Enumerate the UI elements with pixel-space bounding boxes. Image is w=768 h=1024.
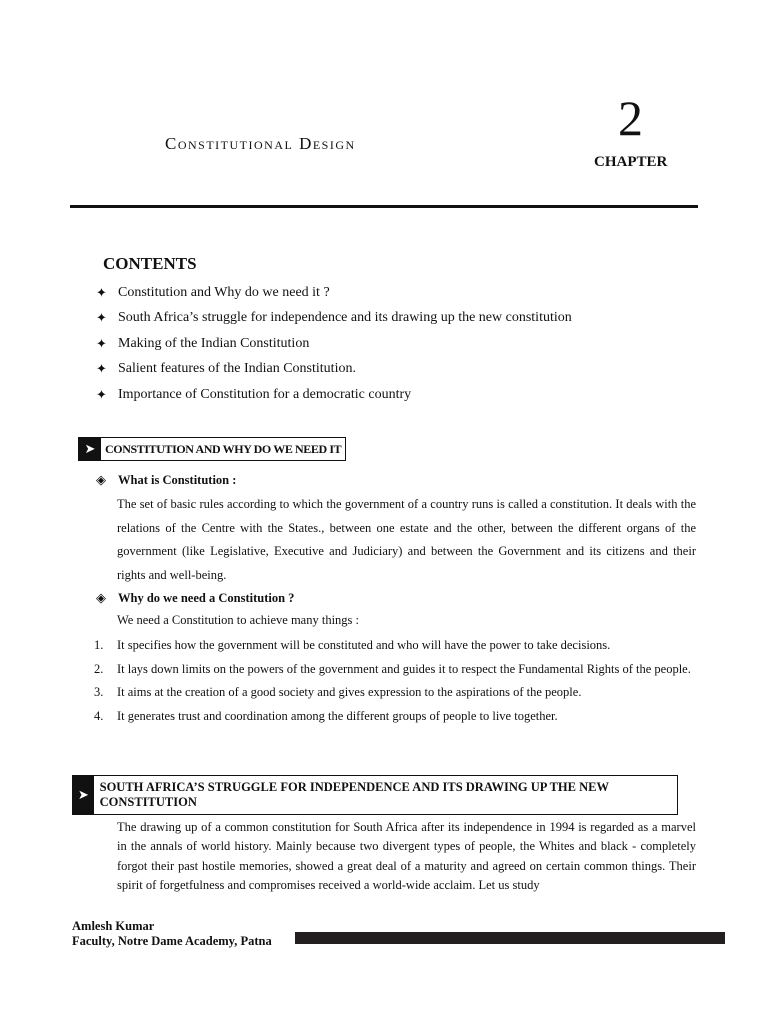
section-heading-south-africa: [72, 775, 678, 815]
author-credit: [72, 919, 272, 949]
author-affiliation: Faculty, Notre Dame Academy, Patna: [72, 934, 272, 948]
header-rule: [70, 205, 698, 208]
reasons-list: [94, 634, 696, 728]
section-heading-label: SOUTH AFRICA’S STRUGGLE FOR INDEPENDENCE AND ITS DRAWING UP THE NEW CONSTITUTION: [99, 780, 609, 809]
what-is-constitution-paragraph: The set of basic rules according to which the government of a country runs is called a constitution. It deals with the relations of the Centre with the States., between one estate and the other, between the different organs of the government (like Legislative, Executive and Judiciary) and between the Government and its citizens and their rights and well-being.: [117, 497, 696, 582]
list-item: 1. It specifies how the government will be constituted and who will have the power to take decisions.: [94, 638, 611, 652]
star-bullet-icon: ✦: [96, 361, 107, 377]
list-item: ✦ Constitution and Why do we need it ?: [96, 284, 330, 300]
list-item: ✦ South Africa’s struggle for independence and its drawing up the new constitution: [96, 310, 572, 326]
chapter-label: CHAPTER: [594, 154, 668, 170]
star-bullet-icon: ✦: [96, 310, 107, 326]
section-heading-label: CONSTITUTION AND WHY DO WE NEED IT: [105, 441, 342, 456]
contents-heading: CONTENTS: [103, 254, 197, 273]
footer-bar: [295, 932, 725, 944]
chapter-number: 2: [618, 90, 643, 146]
contents-list: [96, 280, 572, 408]
arrow-right-icon: ➤: [79, 438, 101, 460]
list-item: ✦ Importance of Constitution for a democratic country: [96, 386, 412, 402]
subheading-what-is-constitution: ◈ What is Constitution :: [96, 472, 237, 487]
list-item: 2. It lays down limits on the powers of the government and guides it to respect the Fundamental Rights of the people.: [94, 661, 691, 676]
star-bullet-icon: ✦: [96, 335, 107, 351]
list-item: ✦ Salient features of the Indian Constitution.: [96, 361, 356, 377]
star-bullet-icon: ✦: [96, 386, 107, 402]
subheading-why-need-constitution: ◈ Why do we need a Constitution ?: [96, 590, 295, 605]
star-bullet-icon: ✦: [96, 284, 107, 300]
diamond-bullet-icon: ◈: [96, 590, 106, 605]
list-item: 4. It generates trust and coordination among the different groups of people to live together.: [94, 708, 558, 723]
list-item: ✦ Making of the Indian Constitution: [96, 335, 310, 351]
chapter-title: Constitutional Design: [165, 134, 356, 153]
arrow-right-icon: ➤: [73, 776, 94, 814]
section-heading-constitution: [78, 437, 346, 461]
list-item: 3. It aims at the creation of a good society and gives expression to the aspirations of the people.: [94, 685, 582, 700]
author-name: Amlesh Kumar: [72, 919, 155, 933]
why-intro-text: We need a Constitution to achieve many things :: [117, 613, 359, 627]
diamond-bullet-icon: ◈: [96, 472, 106, 487]
south-africa-paragraph: The drawing up of a common constitution for South Africa after its independence in 1994 is regarded as a marvel in the annals of world history. Mainly because two divergent types of people, the Whites and black - completely forgot their past hostile memories, showed a great deal of a maturity and agreed on certain common things. Their spirit of forgetfulness and compromises received a world-wide acclaim. Let us study: [117, 820, 696, 892]
